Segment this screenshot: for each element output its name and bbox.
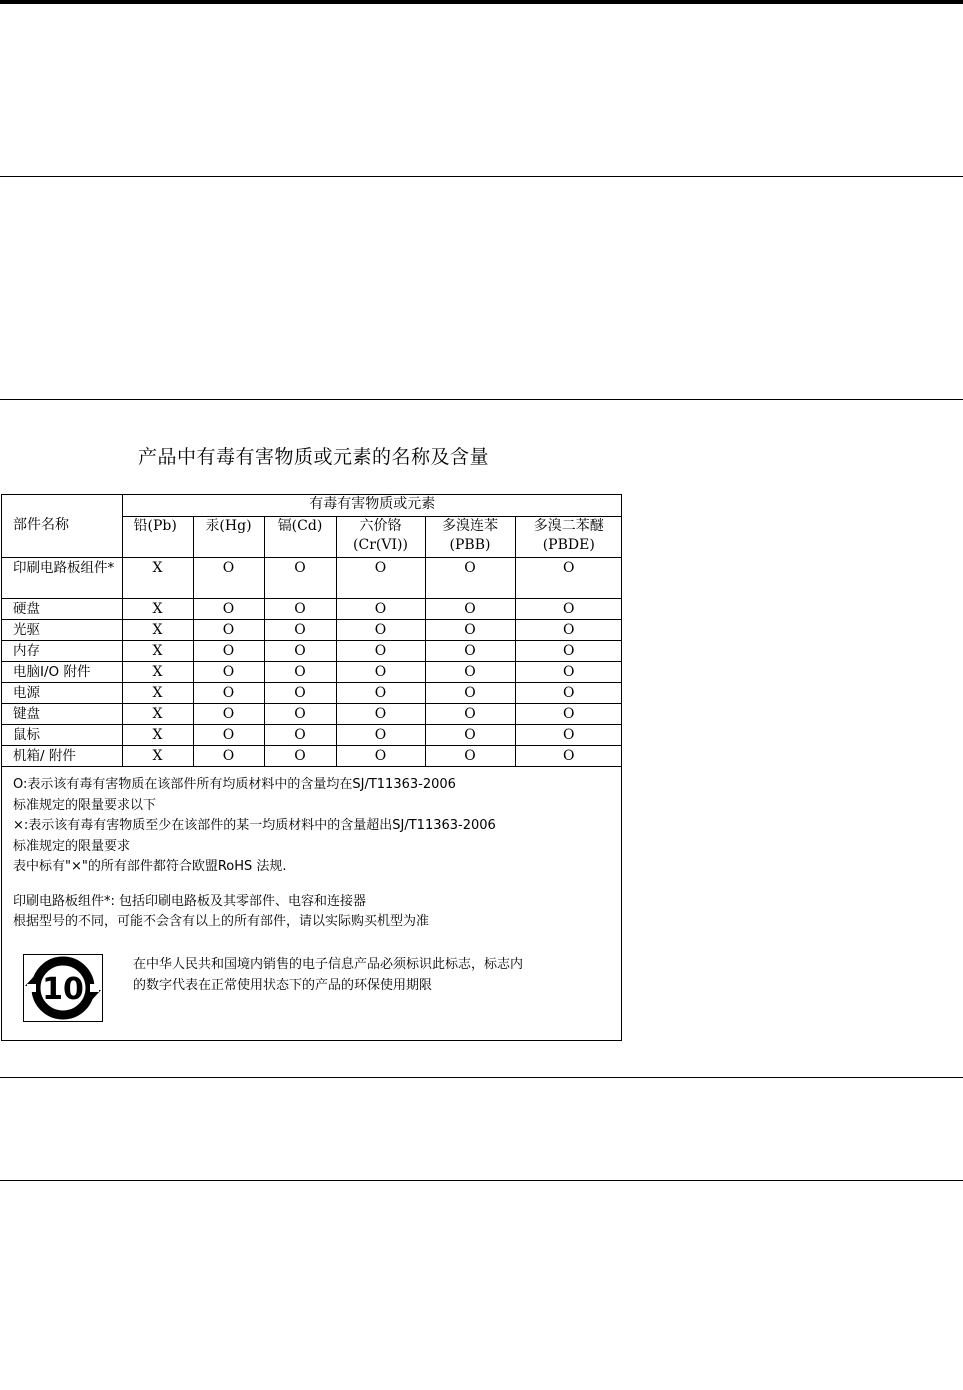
substance-name: 汞(Hg) <box>205 517 252 534</box>
substance-value-cell: O <box>336 724 425 745</box>
substance-value-cell: X <box>122 619 193 640</box>
note-o-line: O:表示该有毒有害物质在该部件所有均质材料中的含量均在SJ/T11363-2006 <box>13 777 456 792</box>
table-row <box>2 682 622 703</box>
substance-value-cell: O <box>515 724 622 745</box>
substance-value-cell: X <box>122 598 193 619</box>
substance-value-cell: X <box>122 682 193 703</box>
substance-value-cell: O <box>336 619 425 640</box>
part-name-cell: 机箱/ 附件 <box>2 745 122 766</box>
substance-name: 镉(Cd) <box>277 517 323 534</box>
substance-name: 多溴二苯醚 <box>533 517 604 534</box>
substance-header <box>193 516 264 557</box>
substance-value-cell: O <box>264 682 336 703</box>
substance-value-cell: O <box>336 598 425 619</box>
substance-value-cell: X <box>122 703 193 724</box>
part-name-cell: 内存 <box>2 640 122 661</box>
substance-value-cell: O <box>264 703 336 724</box>
note-x-line: ×:表示该有毒有害物质至少在该部件的某一均质材料中的含量超出SJ/T11363-2006 <box>13 818 496 833</box>
substance-value-cell: O <box>515 640 622 661</box>
substance-value-cell: O <box>264 557 336 598</box>
logo-explanation <box>133 954 613 996</box>
table-row <box>2 745 622 766</box>
substance-value-cell: O <box>425 703 515 724</box>
divider-rule <box>0 1077 963 1078</box>
table-row <box>2 557 622 598</box>
note-o-line: 标准规定的限量要求以下 <box>13 797 157 813</box>
substance-value-cell: O <box>193 598 264 619</box>
environmental-protection-use-period-logo <box>23 954 103 1022</box>
note-x-line: 标准规定的限量要求 <box>13 838 131 854</box>
table-row <box>2 598 622 619</box>
substance-value-cell: X <box>122 661 193 682</box>
substance-value-cell: O <box>336 557 425 598</box>
note-model: 根据型号的不同，可能不会含有以上的所有部件，请以实际购买机型为准 <box>13 914 430 929</box>
substance-value-cell: O <box>264 661 336 682</box>
table-row <box>2 703 622 724</box>
substance-value-cell: O <box>515 598 622 619</box>
substance-value-cell: X <box>122 745 193 766</box>
substance-header <box>425 516 515 557</box>
part-name-cell: 鼠标 <box>2 724 122 745</box>
substance-value-cell: O <box>425 557 515 598</box>
note-pcb: 印刷电路板组件*: 包括印刷电路板及其零部件、电容和连接器 <box>13 893 367 909</box>
period-number: 10 <box>42 972 84 1007</box>
substance-header <box>264 516 336 557</box>
legend-notes <box>13 775 613 933</box>
logo-explanation-line: 在中华人民共和国境内销售的电子信息产品必须标识此标志，标志内 <box>133 957 524 972</box>
page-title: 产品中有毒有害物质或元素的名称及含量 <box>138 446 490 468</box>
divider-rule <box>0 1180 963 1181</box>
substance-value-cell: O <box>336 640 425 661</box>
substance-value-cell: O <box>336 682 425 703</box>
substance-value-cell: O <box>336 661 425 682</box>
substance-header <box>122 516 193 557</box>
hazardous-substance-table <box>2 495 622 767</box>
divider-rule <box>0 176 963 177</box>
substance-value-cell: O <box>425 745 515 766</box>
substance-value-cell: O <box>425 682 515 703</box>
table-row <box>2 640 622 661</box>
part-name-cell: 硬盘 <box>2 598 122 619</box>
substance-value-cell: O <box>264 745 336 766</box>
substance-value-cell: O <box>515 703 622 724</box>
substance-value-cell: O <box>264 619 336 640</box>
substance-value-cell: O <box>515 661 622 682</box>
substance-value-cell: O <box>425 724 515 745</box>
substance-value-cell: O <box>425 640 515 661</box>
substance-value-cell: O <box>336 745 425 766</box>
substance-value-cell: O <box>515 745 622 766</box>
logo-explanation-line: 的数字代表在正常使用状态下的产品的环保使用期限 <box>133 978 433 993</box>
part-name-cell: 电源 <box>2 682 122 703</box>
substance-value-cell: O <box>193 745 264 766</box>
substance-value-cell: O <box>336 703 425 724</box>
substance-symbol: (PBB) <box>449 536 491 553</box>
substance-value-cell: O <box>425 661 515 682</box>
substance-value-cell: X <box>122 640 193 661</box>
substance-value-cell: O <box>193 661 264 682</box>
substance-value-cell: O <box>193 682 264 703</box>
substance-group-header: 有毒有害物质或元素 <box>122 495 622 516</box>
substance-value-cell: O <box>264 640 336 661</box>
substance-value-cell: O <box>193 640 264 661</box>
substance-value-cell: O <box>193 557 264 598</box>
substance-value-cell: O <box>264 598 336 619</box>
top-rule <box>0 0 963 4</box>
part-name-cell: 键盘 <box>2 703 122 724</box>
substance-symbol: (Cr(VI)) <box>353 536 408 553</box>
substance-header <box>336 516 425 557</box>
substance-value-cell: O <box>515 682 622 703</box>
substance-value-cell: O <box>425 619 515 640</box>
table-row <box>2 724 622 745</box>
substance-value-cell: O <box>193 724 264 745</box>
table-row <box>2 619 622 640</box>
substance-value-cell: O <box>515 619 622 640</box>
substance-value-cell: O <box>264 724 336 745</box>
substance-header <box>515 516 622 557</box>
epup-10-icon <box>24 955 102 1021</box>
substance-value-cell: X <box>122 724 193 745</box>
substance-value-cell: O <box>193 619 264 640</box>
divider-rule <box>0 399 963 400</box>
substance-symbol: (PBDE) <box>542 536 595 553</box>
part-name-header: 部件名称 <box>2 495 122 557</box>
substance-value-cell: X <box>122 557 193 598</box>
part-name-cell: 印刷电路板组件* <box>2 557 122 598</box>
part-name-cell: 电脑I/O 附件 <box>2 661 122 682</box>
rohs-table-box <box>1 494 622 1041</box>
part-name-cell: 光驱 <box>2 619 122 640</box>
substance-name: 铅(Pb) <box>133 517 177 534</box>
substance-name: 多溴连苯 <box>442 517 498 534</box>
table-row <box>2 661 622 682</box>
substance-name: 六价铬 <box>359 517 402 534</box>
note-rohs: 表中标有"×"的所有部件都符合欧盟RoHS 法规. <box>13 859 287 874</box>
substance-value-cell: O <box>193 703 264 724</box>
substance-value-cell: O <box>425 598 515 619</box>
substance-value-cell: O <box>515 557 622 598</box>
